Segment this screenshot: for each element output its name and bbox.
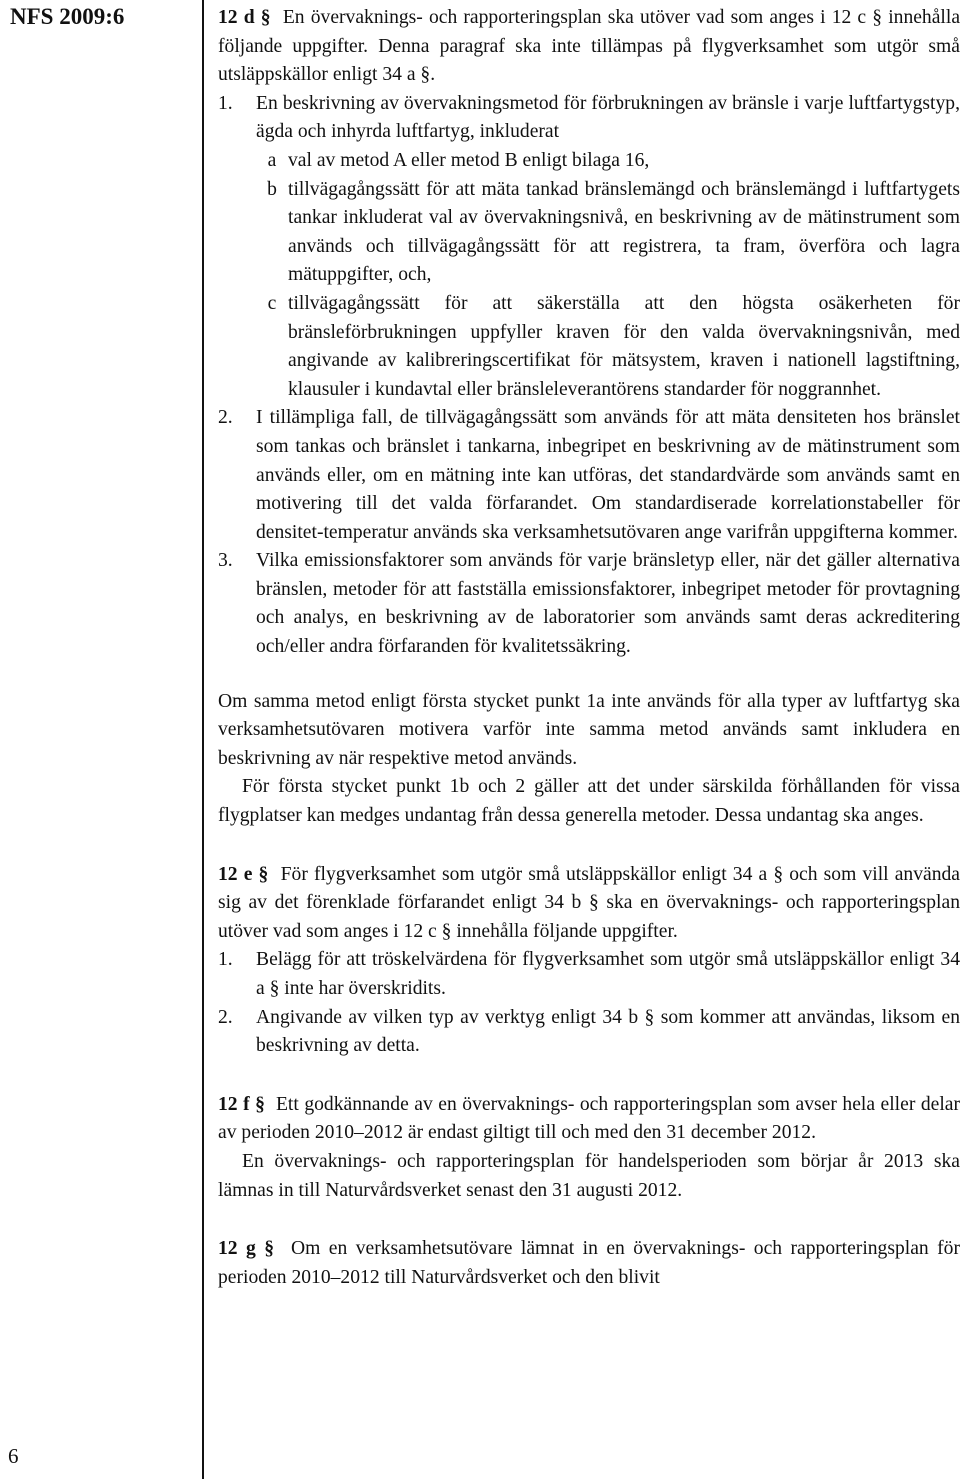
section-heading: 12 d § xyxy=(218,7,271,28)
item-number: 2. xyxy=(218,407,233,429)
section-12f-intro xyxy=(218,1091,960,1148)
paragraph: För första stycket punkt 1b och 2 gäller att det under särskilda förhållanden för vissa flygplatser kan medges undantag från dessa generella metoder. Dessa undantag ska anges. xyxy=(218,776,960,827)
item-text: Belägg för att tröskelvärdena för flygverksamhet som utgör små utsläppskällor enligt 34 a § inte har överskridits. xyxy=(256,949,960,999)
item-text: Angivande av vilken typ av verktyg enligt 34 b § som kommer att användas, liksom en beskrivning av detta. xyxy=(256,1006,960,1057)
list-item xyxy=(218,404,960,547)
item-text: Vilka emissionsfaktorer som används för varje bränsletyp eller, när det gäller alternativa bränslen, metoder för att fastställa emissionsfaktorer, inbegripet metoder för provtagning och analys, en beskrivning av de laboratorier som används samt deras ackreditering och/eller andra förfaranden för kvalitetssäkring. xyxy=(256,550,960,658)
section-12e-intro xyxy=(218,861,960,947)
document-label: NFS 2009:6 xyxy=(10,4,125,29)
page-number: 6 xyxy=(8,1444,19,1468)
section-12e xyxy=(218,861,960,1061)
sub-item xyxy=(256,147,960,176)
item-number: 1. xyxy=(218,949,233,971)
paragraph: Om samma metod enligt första stycket punkt 1a inte används för alla typer av luftfartyg ska verksamhetsutövaren motivera varför inte samma metod används samt inkludera en beskrivning av när respektive metod används. xyxy=(218,690,960,769)
section-intro-text: Ett godkännande av en övervaknings- och rapporteringsplan som avser hela eller delar av perioden 2010–2012 är endast giltigt till och med den 31 december 2012. xyxy=(218,1093,960,1144)
document-body xyxy=(218,4,960,1292)
section-intro-text: För flygverksamhet som utgör små utsläppskällor enligt 34 a § och som vill använda sig av det förenklade förfarandet enligt 34 b § ska en övervaknings- och rapporteringsplan utöver vad som anges i 12 c § innehålla följande uppgifter. xyxy=(218,863,960,942)
section-intro-text: Om en verksamhetsutövare lämnat in en övervaknings- och rapporteringsplan för perioden 2010–2012 till Naturvårdsverket och den blivit xyxy=(218,1238,960,1288)
section-12g xyxy=(218,1235,960,1292)
list-item xyxy=(218,1004,960,1061)
sub-item xyxy=(256,176,960,290)
section-heading: 12 g § xyxy=(218,1238,275,1260)
section-heading: 12 f § xyxy=(218,1093,265,1115)
sub-item-text: val av metod A eller metod B enligt bilaga 16, xyxy=(288,149,650,171)
section-intro-text: En övervaknings- och rapporteringsplan ska utöver vad som anges i 12 c § innehålla följande uppgifter. Denna paragraf ska inte tillämpas på flygverksamhet som utgör små utsläppskällor enligt 34 a §. xyxy=(218,7,960,86)
paragraph: En övervaknings- och rapporteringsplan för handelsperioden som börjar år 2013 ska lämnas in till Naturvårdsverket senast den 31 augusti 2012. xyxy=(218,1150,960,1201)
section-heading: 12 e § xyxy=(218,863,269,885)
item-number: 1. xyxy=(218,92,233,114)
sub-item-letter: b xyxy=(267,178,277,200)
section-12d-intro xyxy=(218,4,960,90)
list-item xyxy=(218,946,960,1003)
section-12f xyxy=(218,1091,960,1205)
sub-item-text: tillvägagångssätt för att säkerställa att den högsta osäkerheten för bränsleförbrukningen uppfyller kraven för den valda övervakningsnivån, med angivande av kalibreringscertifikat för mätsystem, kraven i nationell lagstiftning, klausuler i kundavtal eller bränsleleverantörens standarder för noggrannhet. xyxy=(288,292,960,400)
item-number: 3. xyxy=(218,550,233,572)
sub-item-letter: c xyxy=(267,292,277,314)
item-text: En beskrivning av övervakningsmetod för förbrukningen av bränsle i varje luftfartygstyp, ägda och inhyrda luftfartyg, inkluderat xyxy=(256,92,960,143)
item-number: 2. xyxy=(218,1006,233,1028)
sub-item-letter: a xyxy=(267,149,277,171)
sub-item xyxy=(256,290,960,404)
margin-rule xyxy=(202,0,204,1479)
sub-item-text: tillvägagångssätt för att mäta tankad bränslemängd och bränslemängd i luftfartygets tankar inkluderat val av övervakningsnivå, en beskrivning av de mätinstrument som används och tillvägagångssätt för att registrera, ta fram, överföra och lagra mätuppgifter, och, xyxy=(288,178,960,286)
section-12g-intro xyxy=(218,1235,960,1292)
list-item xyxy=(218,90,960,147)
list-item xyxy=(218,547,960,661)
section-12d xyxy=(218,4,960,831)
item-text: I tillämpliga fall, de tillvägagångssätt som används för att mäta densiteten hos bränslet som tankas och bränslet i tankarna, inbegripet en beskrivning av de mätinstrument som används eller, om en mätning inte kan utföras, det standardvärde som används samt en motivering till det valda förfarandet. Om standardiserade korrelationstabeller för densitet-temperatur används ska verksamhetsutövaren ange varifrån uppgifterna kommer. xyxy=(256,407,960,543)
